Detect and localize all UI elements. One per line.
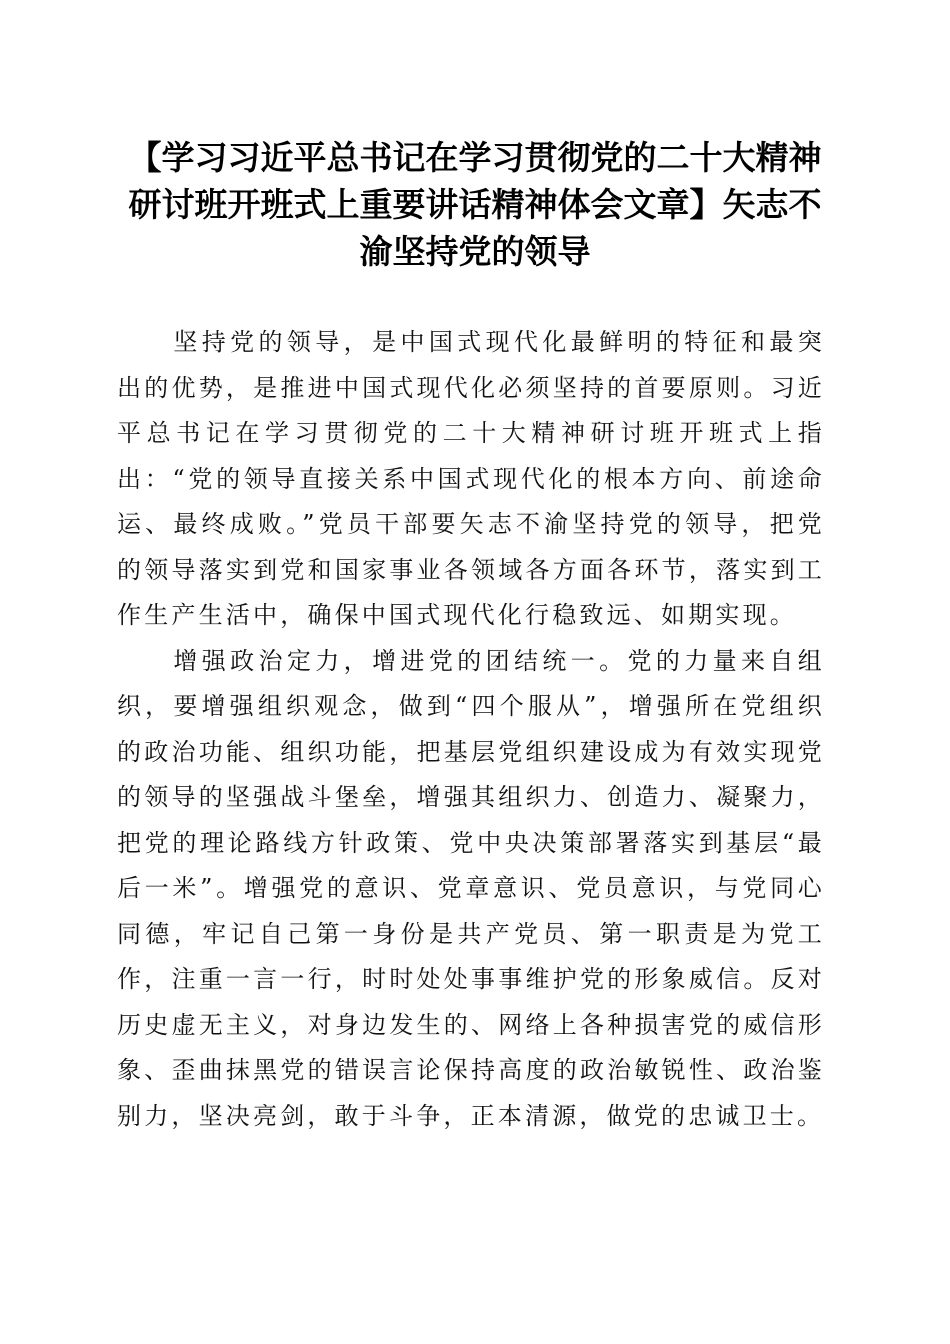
paragraph-1: 坚持党的领导，是中国式现代化最鲜明的特征和最突出的优势，是推进中国式现代化必须坚持的首要原则。习近平总书记在学习贯彻党的二十大精神研讨班开班式上指出：“党的领导直接关系中国式现代化的根本方向、前途命运、最终成败。”党员干部要矢志不渝坚持党的领导，把党的领导落实到党和国家事业各领域各方面各环节，落实到工作生产生活中，确保中国式现代化行稳致远、如期实现。	[117, 328, 825, 629]
document-body	[117, 320, 825, 1139]
paragraph-2: 增强政治定力，增进党的团结统一。党的力量来自组织，要增强组织观念，做到“四个服从”，增强所在党组织的政治功能、组织功能，把基层党组织建设成为有效实现党的领导的坚强战斗堡垒，增强其组织力、创造力、凝聚力，把党的理论路线方针政策、党中央决策部署落实到基层“最后一米”。增强党的意识、党章意识、党员意识，与党同心同德，牢记自己第一身份是共产党员、第一职责是为党工作，注重一言一行，时时处处事事维护党的形象威信。反对历史虚无主义，对身边发生的、网络上各种损害党的威信形象、歪曲抹黑党的错误言论保持高度的政治敏锐性、政治鉴别力，坚决亮剑，敢于斗争，正本清源，做党的忠诚卫士。	[117, 646, 825, 1130]
document-title: 【学习习近平总书记在学习贯彻党的二十大精神研讨班开班式上重要讲话精神体会文章】矢志不渝坚持党的领导	[128, 138, 822, 271]
